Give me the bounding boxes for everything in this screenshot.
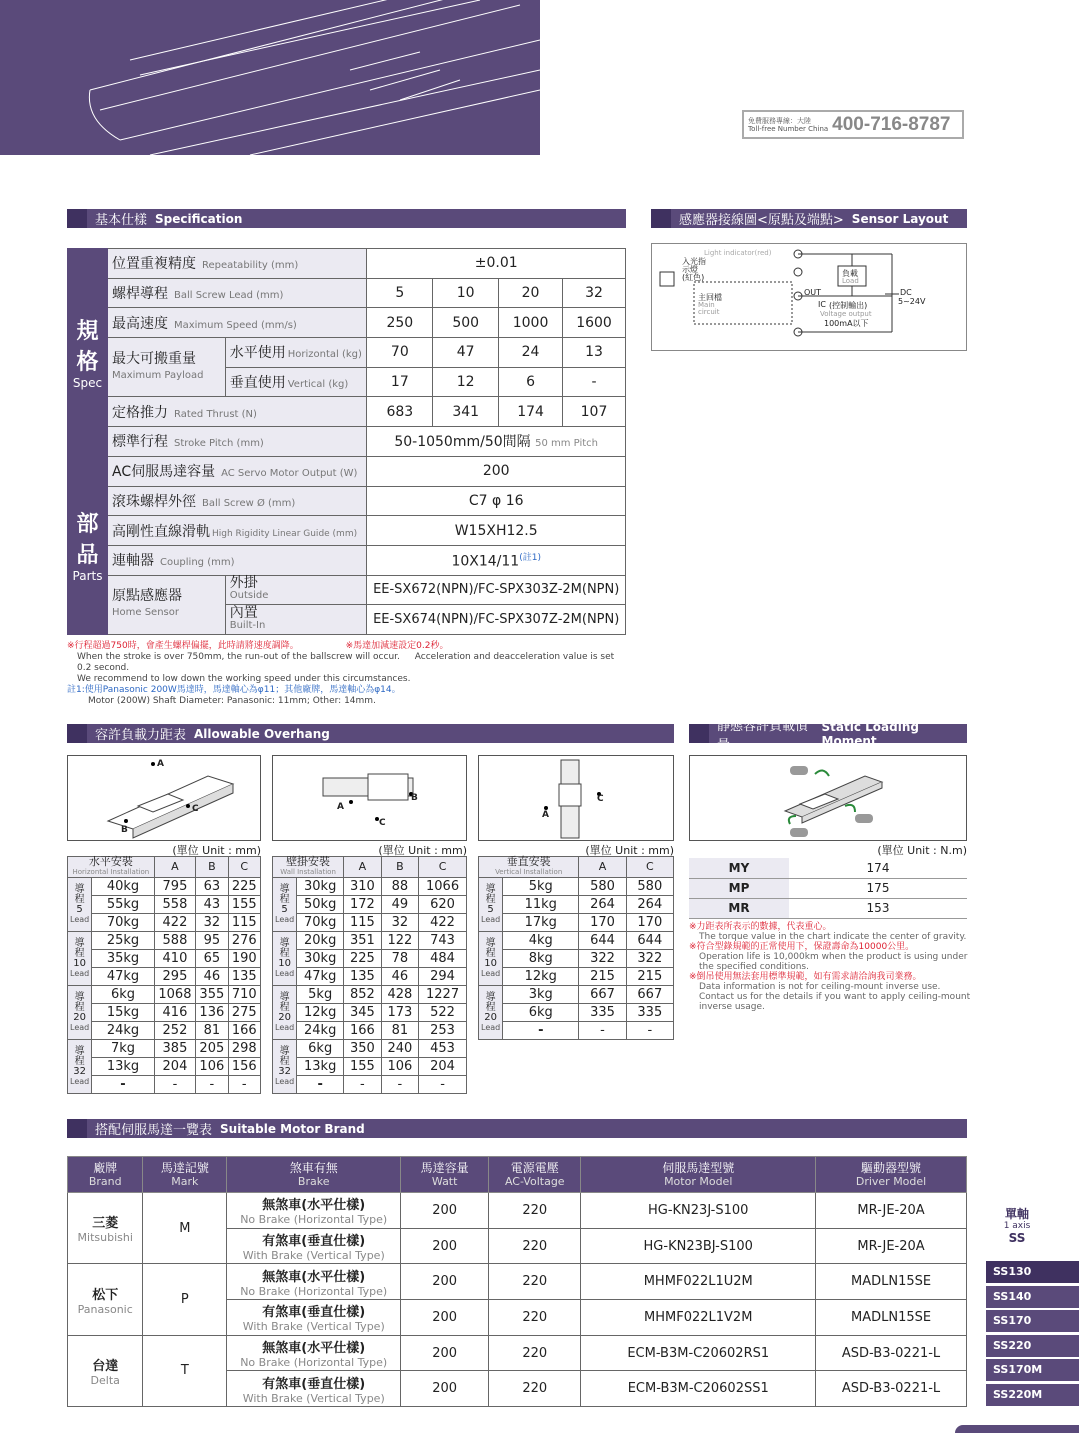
lead-label: 導 程 5 Lead (479, 878, 503, 932)
table-cell: 70kg (297, 914, 344, 932)
table-cell: 122 (381, 932, 418, 950)
lead-label: 導 程 20 Lead (68, 986, 92, 1040)
column-header: 伺服馬達型號 Motor Model (581, 1157, 816, 1193)
table-cell: 78 (381, 950, 418, 968)
table-cell: 264 (579, 896, 626, 914)
table-row (68, 950, 261, 968)
brake-cell: 無煞車(水平仕樣) No Brake (Horizontal Type) (227, 1335, 401, 1371)
column-header: A (579, 857, 626, 878)
motor-table (67, 1156, 967, 1407)
table-cell: 63 (196, 878, 228, 896)
table-cell: 295 (154, 968, 195, 986)
table-cell: 276 (228, 932, 260, 950)
table-row (68, 1004, 261, 1022)
table-cell: 156 (228, 1058, 260, 1076)
table-cell: - (503, 1022, 579, 1040)
table-cell: 322 (626, 950, 673, 968)
overhang-header: 容許負載力距表 Allowable Overhang (67, 724, 674, 743)
table-row (273, 914, 467, 932)
table-row (68, 1040, 261, 1058)
table-cell: 422 (154, 914, 195, 932)
table-cell: 264 (626, 896, 673, 914)
table-cell: 204 (419, 1058, 467, 1076)
table-cell: 173 (381, 1004, 418, 1022)
table-cell: 88 (381, 878, 418, 896)
table-cell: 6kg (92, 986, 155, 1004)
table-cell: 136 (196, 1004, 228, 1022)
table-cell: 410 (154, 950, 195, 968)
table-cell: 795 (154, 878, 195, 896)
table-cell: 81 (381, 1022, 418, 1040)
mark-cell: M (143, 1193, 227, 1264)
table-cell: 580 (626, 878, 673, 896)
table-cell: - (579, 1022, 626, 1040)
brake-cell: 有煞車(垂直仕樣) With Brake (Vertical Type) (227, 1228, 401, 1264)
table-cell: 12kg (503, 968, 579, 986)
table-cell: - (419, 1076, 467, 1094)
table-cell: 115 (344, 914, 381, 932)
table-cell: - (344, 1076, 381, 1094)
column-header: C (228, 857, 260, 878)
table-cell: 743 (419, 932, 467, 950)
table-cell: 422 (419, 914, 467, 932)
table-cell: 220 (489, 1228, 581, 1264)
spec-header: 基本仕樣 Specification (67, 209, 626, 228)
table-row (479, 932, 674, 950)
table-row (479, 986, 674, 1004)
table-cell: 275 (228, 1004, 260, 1022)
table-cell: 166 (344, 1022, 381, 1040)
table-row (479, 1022, 674, 1040)
table-cell: - (626, 1022, 673, 1040)
table-cell: 322 (579, 950, 626, 968)
table-row (689, 898, 967, 918)
table-cell: 172 (344, 896, 381, 914)
table-row (68, 878, 261, 896)
table-row (68, 1058, 261, 1076)
table-cell: 205 (196, 1040, 228, 1058)
table-row (273, 878, 467, 896)
table-cell: HG-KN23BJ-S100 (581, 1228, 816, 1264)
table-cell: 17kg (503, 914, 579, 932)
table-cell: 32 (381, 914, 418, 932)
table-cell: - (381, 1076, 418, 1094)
table-cell: 65 (196, 950, 228, 968)
table-cell: 852 (344, 986, 381, 1004)
moment-key: MP (689, 878, 789, 898)
table-cell: 200 (401, 1264, 489, 1300)
moment-value: 174 (789, 858, 967, 878)
table-cell: HG-KN23J-S100 (581, 1193, 816, 1229)
table-cell: MHMF022L1V2M (581, 1300, 816, 1336)
mark-cell: P (143, 1264, 227, 1335)
table-cell: ASD-B3-0221-L (816, 1371, 967, 1407)
brand-cell: 台達 Delta (68, 1335, 143, 1406)
brake-cell: 無煞車(水平仕樣) No Brake (Horizontal Type) (227, 1264, 401, 1300)
table-row (68, 1076, 261, 1094)
table-row (273, 932, 467, 950)
table-cell: 220 (489, 1300, 581, 1336)
table-cell: ECM-B3M-C20602SS1 (581, 1371, 816, 1407)
mark-cell: T (143, 1335, 227, 1406)
lead-label: 導 程 32 Lead (273, 1040, 297, 1094)
table-cell: 95 (196, 932, 228, 950)
vertical-diagram: A C (478, 755, 674, 841)
table-cell: - (297, 1076, 344, 1094)
moment-table (689, 858, 967, 919)
wall-diagram: A B C (272, 755, 467, 841)
table-cell: 252 (154, 1022, 195, 1040)
table-row (479, 1004, 674, 1022)
spec-table: 規 格 Spec 位置重複精度 Repeatability (mm) ±0.01 螺桿導程 Ball Screw Lead (mm) 5 10 20 32 最高速度 Maximum Speed (mm/s) 250 500 1000 1600 最大可搬重量 Maximum Payload 水平使用 Horizontal (kg) 70 47 24 13 垂直使用 Vertical (kg) 17 12 6 - 定格推力 Rated Thrust (N) 683 341 174 107 標準行程 Stroke Pitch (mm) 50-1050mm/50間隔 50 mm Pitch 部 品 Parts AC伺服馬達容量 AC Servo Motor Output (W) 200 滾珠螺桿外徑 Ball Screw Ø (mm) C7 φ 16 高剛性直線滑軌 High Rigidity Linear Guide (mm) W15XH12.5 連軸器 Coupling (mm) $10X14/11^{(註1)}$ 原點感應器 Home Sensor 外掛 Outside EE-SX672(NPN)/FC-SPX303Z-2M(NPN) 內置 Built-In EE-SX674(NPN)/FC-SPX307Z-2M(NPN) (67, 248, 626, 635)
phone-number: 400-716-8787 (832, 113, 951, 135)
moment-header: 靜態容許負載慣量 Static Loading Moment (689, 724, 967, 743)
table-cell: 204 (154, 1058, 195, 1076)
table-cell: 588 (154, 932, 195, 950)
phone-box: 免費服務專線：大陸 Toll-free Number China 400-716-8787 (742, 110, 964, 139)
table-row (68, 932, 261, 950)
table-cell: 351 (344, 932, 381, 950)
column-header: 馬達容量 Watt (401, 1157, 489, 1193)
table-cell: 32 (196, 914, 228, 932)
brake-cell: 有煞車(垂直仕樣) With Brake (Vertical Type) (227, 1300, 401, 1336)
table-cell: 30kg (297, 878, 344, 896)
table-cell: 106 (196, 1058, 228, 1076)
table-cell: MR-JE-20A (816, 1228, 967, 1264)
sensor-diagram: Light indicator(red) 入光指示燈(紅色) 主回檔 Main circuit 負載 Load OUT IC (控制輸出) Voltage output 100mA以下 DC 5~24V (651, 243, 967, 351)
table-cell: 135 (228, 968, 260, 986)
table-cell: 5kg (297, 986, 344, 1004)
table-cell: 35kg (92, 950, 155, 968)
column-header: 驅動器型號 Driver Model (816, 1157, 967, 1193)
table-cell: 5kg (503, 878, 579, 896)
lead-label: 導 程 10 Lead (68, 932, 92, 986)
table-cell: 416 (154, 1004, 195, 1022)
wall-overhang-table (272, 856, 467, 1094)
table-cell: 644 (579, 932, 626, 950)
table-row (273, 896, 467, 914)
table-cell: ECM-B3M-C20602RS1 (581, 1335, 816, 1371)
table-cell: - (92, 1076, 155, 1094)
column-header: B (196, 857, 228, 878)
table-cell: 46 (196, 968, 228, 986)
install-header: 壁掛安裝 Wall Installation (273, 857, 344, 878)
lead-label: 導 程 10 Lead (479, 932, 503, 986)
table-row (68, 914, 261, 932)
moment-value: 153 (789, 898, 967, 918)
column-header: A (154, 857, 195, 878)
table-row (68, 1193, 967, 1229)
motor-header: 搭配伺服馬達一覽表 Suitable Motor Brand (67, 1119, 967, 1138)
table-cell: 81 (196, 1022, 228, 1040)
table-cell: 6kg (297, 1040, 344, 1058)
column-header: C (626, 857, 673, 878)
table-cell: 166 (228, 1022, 260, 1040)
table-cell: 170 (579, 914, 626, 932)
sidebar-tab-ss130[interactable]: SS130 (986, 1261, 1079, 1283)
sidebar-category: 單軸 1 axis SS (1003, 1207, 1031, 1245)
table-cell: 580 (579, 878, 626, 896)
column-header: 馬達記號 Mark (143, 1157, 227, 1193)
table-row (689, 878, 967, 898)
table-cell: 220 (489, 1335, 581, 1371)
table-cell: 220 (489, 1371, 581, 1407)
column-header: 煞車有無 Brake (227, 1157, 401, 1193)
table-cell: 4kg (503, 932, 579, 950)
table-cell: 49 (381, 896, 418, 914)
table-row (68, 986, 261, 1004)
sidebar-tab-ss220[interactable]: SS220 (986, 1335, 1079, 1357)
table-cell: 298 (228, 1040, 260, 1058)
table-cell: 50kg (297, 896, 344, 914)
lead-label: 導 程 10 Lead (273, 932, 297, 986)
lead-label: 導 程 20 Lead (273, 986, 297, 1040)
table-row (479, 968, 674, 986)
table-row (273, 986, 467, 1004)
table-cell: 47kg (297, 968, 344, 986)
parts-side-label: 部 品 Parts (68, 456, 108, 634)
table-cell: 335 (626, 1004, 673, 1022)
table-cell: 13kg (92, 1058, 155, 1076)
table-cell: 667 (626, 986, 673, 1004)
table-cell: 200 (401, 1335, 489, 1371)
table-row (68, 1335, 967, 1371)
install-header: 垂直安裝 Vertical Installation (479, 857, 579, 878)
table-cell: 106 (381, 1058, 418, 1076)
actuator-illustration (0, 0, 540, 155)
horizontal-overhang-table (67, 856, 261, 1094)
table-cell: 385 (154, 1040, 195, 1058)
sidebar-tab-ss170[interactable]: SS170 (986, 1310, 1079, 1332)
table-cell: 43 (196, 896, 228, 914)
table-cell: MHMF022L1U2M (581, 1264, 816, 1300)
table-cell: 155 (228, 896, 260, 914)
moment-key: MR (689, 898, 789, 918)
table-cell: MR-JE-20A (816, 1193, 967, 1229)
table-cell: 428 (381, 986, 418, 1004)
table-cell: 8kg (503, 950, 579, 968)
table-cell: 155 (344, 1058, 381, 1076)
sidebar-tab-ss220m[interactable]: SS220M (986, 1384, 1079, 1406)
spec-notes: ※行程超過750時，會產生螺桿偏擺，此時請將速度調降。 ※馬達加減速設定0.2秒。 When the stroke is over 750mm, the run-out of the ballscrew will occur. Acceleration and deacceleration value is set 0.2 second. We recommend to low down the working speed under this circumstances. 註1:使用Panasonic 200W馬達時，馬達軸心為φ11；其他廠牌，馬達軸心為φ14。 Motor (200W) Shaft Diameter: Panasonic: 11mm; Other: 14mm. (67, 641, 615, 706)
table-cell: 215 (626, 968, 673, 986)
table-cell: 115 (228, 914, 260, 932)
table-cell: 1068 (154, 986, 195, 1004)
moment-notes: ※力距表所表示的數據，代表重心。 The torque value in the chart indicate the center of gravity. ※符合型錄規範的正常使用下，保證壽命為10000公里。 Operation life is 10,000km when the product is using under the specified conditions. ※倒吊使用無法套用標準規範，如有需求請洽詢我司業務。 Data information is not for ceiling-mount inverse use. Contact us for the details if you want to apply ceiling-mount inverse usage. (689, 922, 971, 1012)
table-cell: 225 (344, 950, 381, 968)
table-row (273, 1076, 467, 1094)
table-cell: 220 (489, 1264, 581, 1300)
table-cell: 335 (579, 1004, 626, 1022)
table-cell: 12kg (297, 1004, 344, 1022)
table-cell: - (196, 1076, 228, 1094)
table-cell: 30kg (297, 950, 344, 968)
table-cell: 453 (419, 1040, 467, 1058)
table-row (689, 858, 967, 878)
table-row (479, 896, 674, 914)
table-cell: 15kg (92, 1004, 155, 1022)
sidebar-tab-ss170m[interactable]: SS170M (986, 1359, 1079, 1381)
table-row (273, 1022, 467, 1040)
table-cell: 294 (419, 968, 467, 986)
table-row (68, 968, 261, 986)
table-cell: 170 (626, 914, 673, 932)
column-header: 廠牌 Brand (68, 1157, 143, 1193)
hero-product-image (0, 0, 540, 155)
table-cell: 3kg (503, 986, 579, 1004)
table-cell: 7kg (92, 1040, 155, 1058)
column-header: C (419, 857, 467, 878)
brand-cell: 三菱 Mitsubishi (68, 1193, 143, 1264)
vertical-overhang-table (478, 856, 674, 1040)
table-cell: 200 (401, 1228, 489, 1264)
table-cell: 13kg (297, 1058, 344, 1076)
table-cell: - (154, 1076, 195, 1094)
table-cell: MADLN15SE (816, 1264, 967, 1300)
table-row (479, 914, 674, 932)
table-cell: 190 (228, 950, 260, 968)
table-cell: 1066 (419, 878, 467, 896)
moment-value: 175 (789, 878, 967, 898)
column-header: A (344, 857, 381, 878)
table-cell: 6kg (503, 1004, 579, 1022)
table-cell: 24kg (92, 1022, 155, 1040)
table-cell: 70kg (92, 914, 155, 932)
table-row (273, 1058, 467, 1076)
table-cell: 710 (228, 986, 260, 1004)
table-cell: 667 (579, 986, 626, 1004)
column-header: B (381, 857, 418, 878)
table-cell: 40kg (92, 878, 155, 896)
install-header: 水平安裝 Horizontal Installation (68, 857, 155, 878)
table-cell: 20kg (297, 932, 344, 950)
table-cell: 24kg (297, 1022, 344, 1040)
moment-key: MY (689, 858, 789, 878)
table-cell: 200 (401, 1300, 489, 1336)
sidebar-tab-ss140[interactable]: SS140 (986, 1286, 1079, 1308)
table-cell: ASD-B3-0221-L (816, 1335, 967, 1371)
table-row (479, 950, 674, 968)
table-cell: 355 (196, 986, 228, 1004)
moment-diagram (689, 755, 967, 841)
table-cell: 1227 (419, 986, 467, 1004)
table-row (68, 1264, 967, 1300)
table-row (273, 1040, 467, 1058)
table-cell: 310 (344, 878, 381, 896)
table-cell: 25kg (92, 932, 155, 950)
table-row (273, 950, 467, 968)
sensor-header: 感應器接線圖<原點及端點> Sensor Layout (651, 209, 967, 228)
lead-label: 導 程 32 Lead (68, 1040, 92, 1094)
table-cell: 620 (419, 896, 467, 914)
table-row (68, 896, 261, 914)
table-row (479, 878, 674, 896)
lead-label: 導 程 20 Lead (479, 986, 503, 1040)
table-cell: 484 (419, 950, 467, 968)
table-cell: - (228, 1076, 260, 1094)
table-row (68, 1022, 261, 1040)
table-cell: 253 (419, 1022, 467, 1040)
lead-label: 導 程 5 Lead (68, 878, 92, 932)
table-cell: 47kg (92, 968, 155, 986)
page-corner (955, 1425, 1079, 1433)
spec-side-label: 規 格 Spec (68, 249, 108, 457)
table-cell: 522 (419, 1004, 467, 1022)
table-cell: MADLN15SE (816, 1300, 967, 1336)
column-header: 電源電壓 AC-Voltage (489, 1157, 581, 1193)
table-cell: 215 (579, 968, 626, 986)
table-cell: 350 (344, 1040, 381, 1058)
table-cell: 46 (381, 968, 418, 986)
brake-cell: 有煞車(垂直仕樣) With Brake (Vertical Type) (227, 1371, 401, 1407)
brake-cell: 無煞車(水平仕樣) No Brake (Horizontal Type) (227, 1193, 401, 1229)
table-cell: 558 (154, 896, 195, 914)
table-cell: 11kg (503, 896, 579, 914)
lead-label: 導 程 5 Lead (273, 878, 297, 932)
table-row (273, 968, 467, 986)
table-cell: 200 (401, 1193, 489, 1229)
table-cell: 135 (344, 968, 381, 986)
brand-cell: 松下 Panasonic (68, 1264, 143, 1335)
table-row (273, 1004, 467, 1022)
table-cell: 220 (489, 1193, 581, 1229)
horizontal-diagram: A C B (67, 755, 261, 841)
table-cell: 345 (344, 1004, 381, 1022)
table-cell: 225 (228, 878, 260, 896)
table-cell: 644 (626, 932, 673, 950)
table-cell: 240 (381, 1040, 418, 1058)
table-cell: 55kg (92, 896, 155, 914)
table-cell: 200 (401, 1371, 489, 1407)
